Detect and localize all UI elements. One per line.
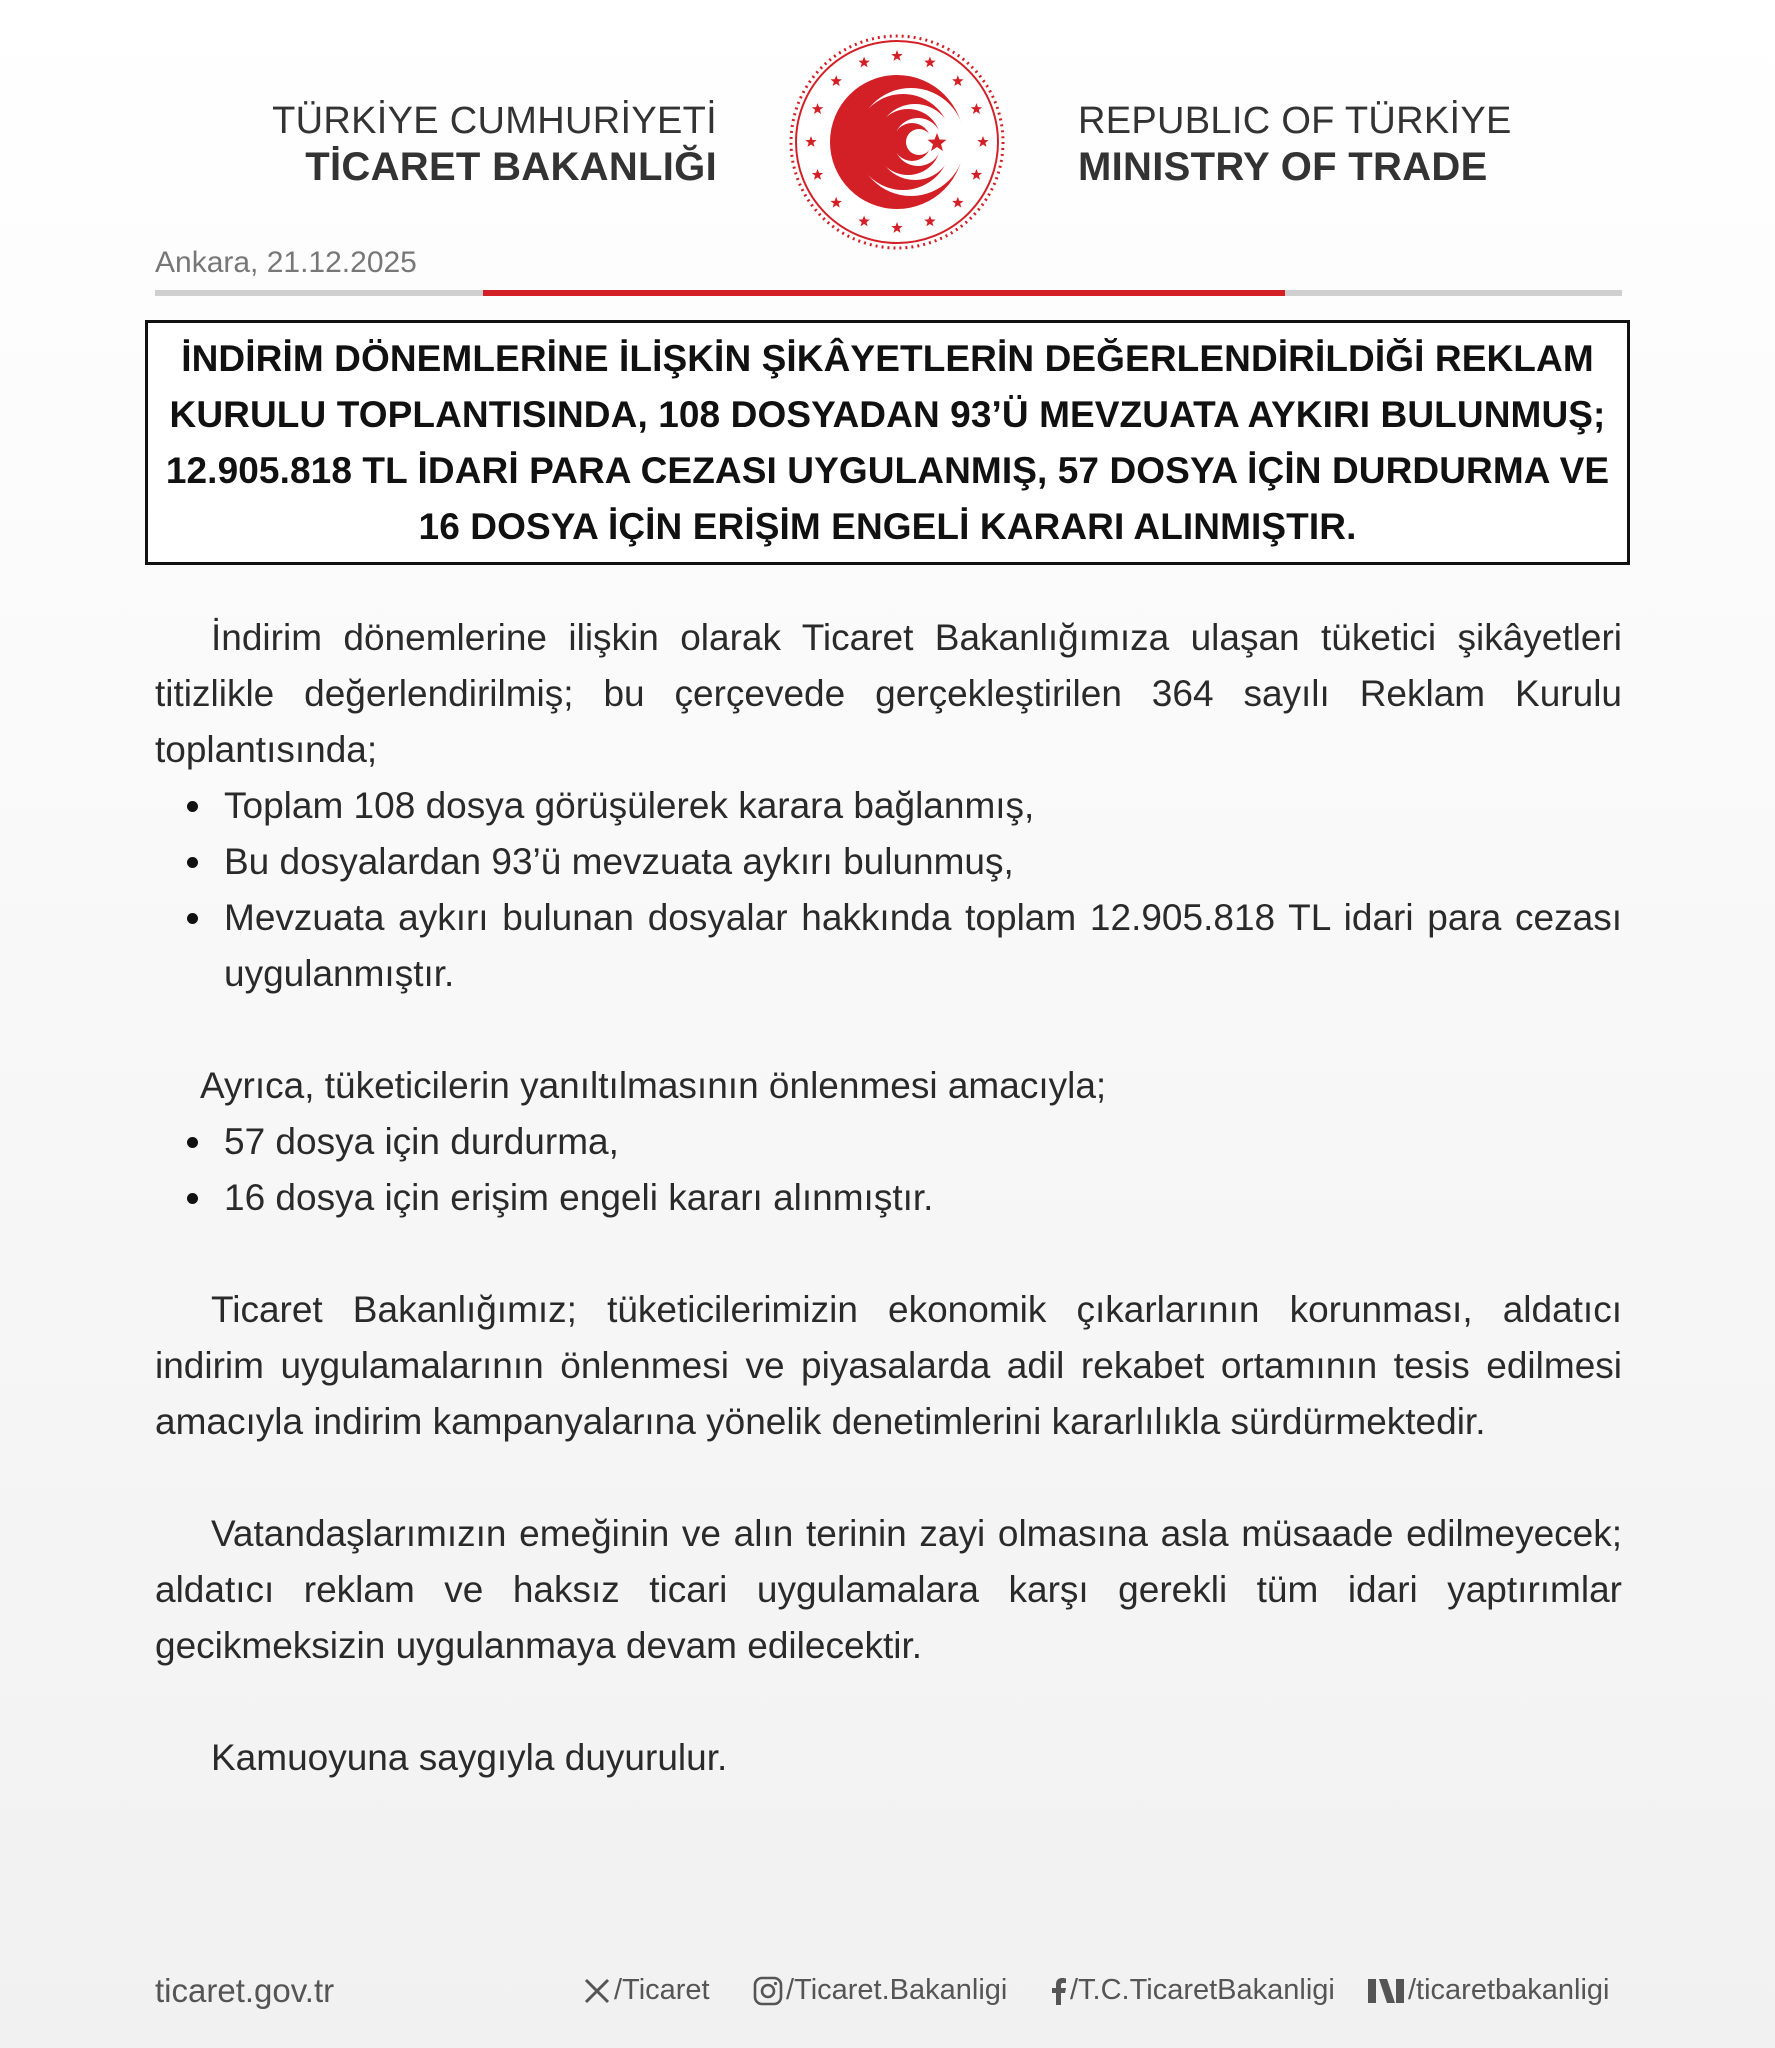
measures-list	[155, 1114, 1622, 1226]
footer	[0, 1960, 1775, 2020]
social-handle: /T.C.TicaretBakanligi	[1070, 1974, 1335, 2006]
ministry-statement-paragraph: Ticaret Bakanlığımız; tüketicilerimizin ekonomik çıkarlarının korunması, aldatıcı indirim uygulamalarının önlenmesi ve piyasalarda adil rekabet ortamının tesis edilmesi amacıyla indirim kampanyalarına yönelik denetimlerini kararlılıkla sürdürmektedir.	[155, 1289, 1622, 1442]
closing-line: Kamuoyuna saygıyla duyurulur.	[211, 1737, 728, 1778]
tr-ministry-line: TİCARET BAKANLIĞI	[305, 145, 717, 189]
headline: İNDİRİM DÖNEMLERİNE İLİŞKİN ŞİKÂYETLERİN DEĞERLENDİRİLDİĞİ REKLAM KURULU TOPLANTISINDA, 108 DOSYADAN 93’Ü MEVZUATA AYKIRI BULUNMUŞ; 12.905.818 TL İDARİ PARA CEZASI UYGULANMIŞ, 57 DOSYA İÇİN DURDURMA VE 16 DOSYA İÇİN ERİŞİM ENGELİ KARARI ALINMIŞTIR.	[165, 337, 1610, 547]
instagram-icon	[752, 1975, 784, 2007]
social-handle: /Ticaret.Bakanligi	[786, 1974, 1008, 2006]
decision-list	[155, 778, 1622, 1002]
x-icon	[582, 1976, 612, 2006]
header-divider-accent	[483, 290, 1285, 296]
list-item: 57 dosya için durdurma,	[155, 1114, 1622, 1170]
social-facebook-link[interactable]	[1048, 1974, 1335, 2007]
social-instagram-link[interactable]	[752, 1974, 1007, 2007]
social-x-link[interactable]	[582, 1974, 710, 2007]
social-nsosyal-link[interactable]	[1366, 1974, 1610, 2007]
english-ministry-name	[1078, 98, 1512, 190]
date-line: Ankara, 21.12.2025	[155, 246, 417, 279]
list-item: Mevzuata aykırı bulunan dosyalar hakkında toplam 12.905.818 TL idari para cezası uygulanmıştır.	[155, 890, 1622, 1002]
intro-paragraph: İndirim dönemlerine ilişkin olarak Ticaret Bakanlığımıza ulaşan tüketici şikâyetleri titizlikle değerlendirilmiş; bu çerçevede gerçekleştirilen 364 sayılı Reklam Kurulu toplantısında;	[155, 617, 1622, 770]
headline-box	[145, 320, 1630, 565]
measures-intro: Ayrıca, tüketicilerin yanıltılmasının önlenmesi amacıyla;	[200, 1065, 1107, 1106]
social-handle: /Ticaret	[614, 1974, 710, 2006]
list-item: Bu dosyalardan 93’ü mevzuata aykırı bulunmuş,	[155, 834, 1622, 890]
sanctions-paragraph: Vatandaşlarımızın emeğinin ve alın terinin zayi olmasına asla müsaade edilmeyecek; aldatıcı reklam ve haksız ticari uygulamalara karşı gerekli tüm idari yaptırımlar gecikmeksizin uygulanmaya devam edilecektir.	[155, 1513, 1622, 1666]
tr-republic-line: TÜRKİYE CUMHURİYETİ	[272, 100, 717, 142]
turkish-ministry-name	[272, 98, 717, 190]
list-item: Toplam 108 dosya görüşülerek karara bağlanmış,	[155, 778, 1622, 834]
nsosyal-icon	[1366, 1976, 1406, 2006]
website-link[interactable]: ticaret.gov.tr	[155, 1972, 335, 2009]
list-item: 16 dosya için erişim engeli kararı alınmıştır.	[155, 1170, 1622, 1226]
press-release-body	[155, 610, 1622, 1786]
facebook-icon	[1048, 1976, 1068, 2006]
letterhead	[0, 0, 1775, 260]
en-ministry-line: MINISTRY OF TRADE	[1078, 145, 1488, 189]
social-handle: /ticaretbakanligi	[1408, 1974, 1610, 2006]
en-republic-line: REPUBLIC OF TÜRKİYE	[1078, 100, 1512, 142]
ministry-emblem-icon	[787, 32, 1007, 252]
